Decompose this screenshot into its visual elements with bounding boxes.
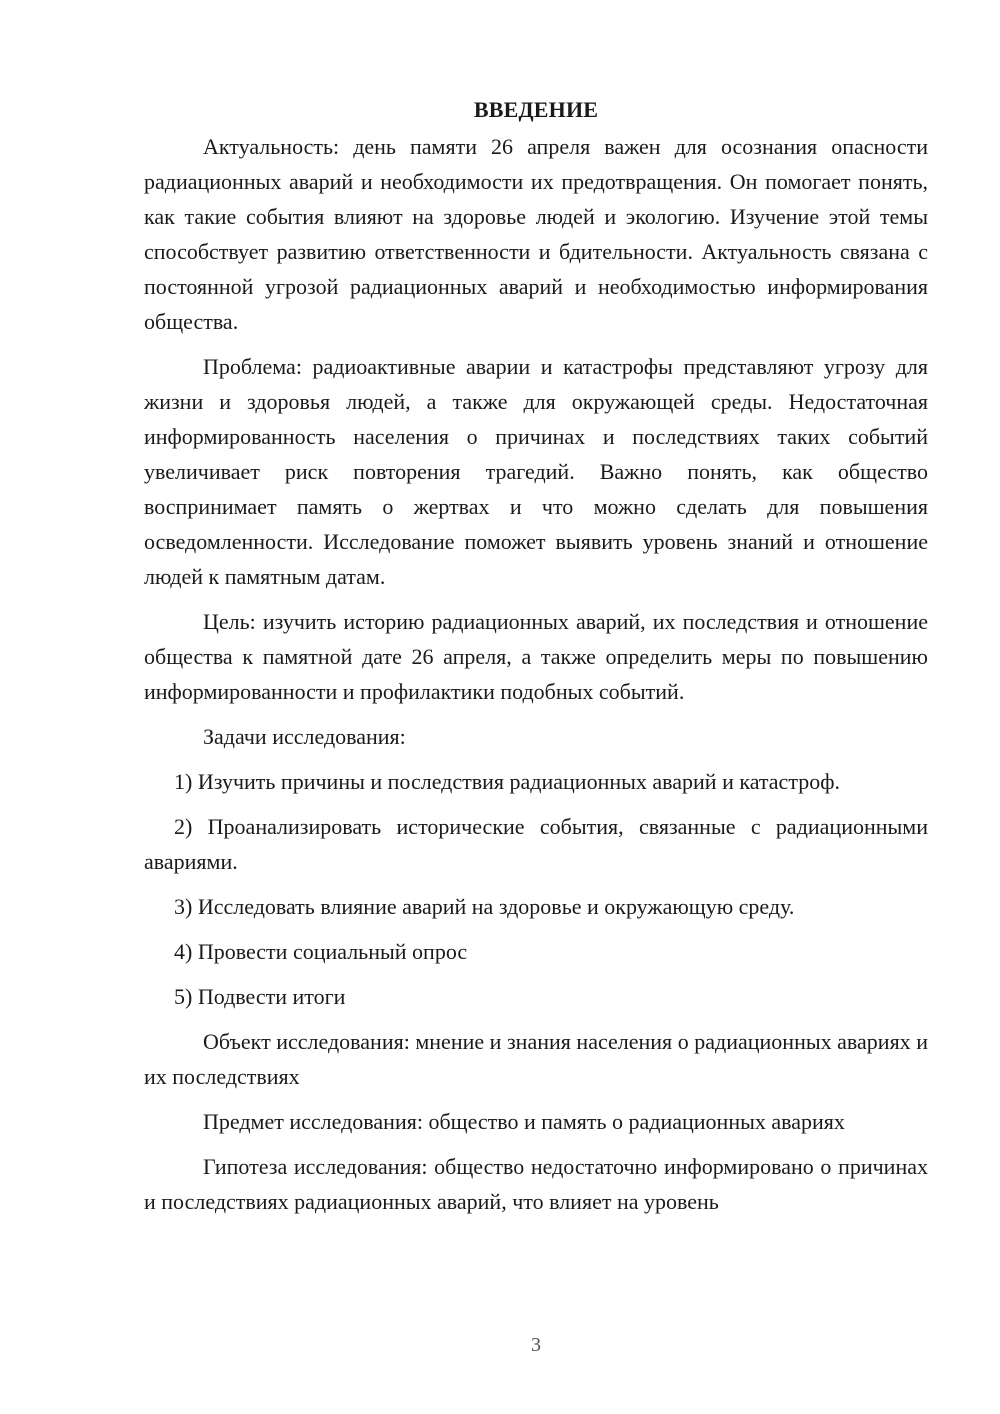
task-item-3: 3) Исследовать влияние аварий на здоровье и окружающую среду. bbox=[174, 894, 795, 919]
object-paragraph: Объект исследования: мнение и знания населения о радиационных авариях и их последствиях bbox=[144, 1029, 928, 1089]
task-item-5: 5) Подвести итоги bbox=[174, 984, 346, 1009]
document-page bbox=[144, 92, 928, 1229]
task-item-4: 4) Провести социальный опрос bbox=[174, 939, 468, 964]
tasks-heading: Задачи исследования: bbox=[203, 724, 406, 749]
relevance-paragraph: Актуальность: день памяти 26 апреля важен для осознания опасности радиационных аварий и необходимости их предотвращения. Он помогает понять, как такие события влияют на здоровье людей и экологию. Изучение этой темы способствует развитию ответственности и бдительности. Актуальность связана с постоянной угрозой радиационных аварий и необходимостью информирования общества. bbox=[144, 134, 928, 334]
hypothesis-paragraph: Гипотеза исследования: общество недостаточно информировано о причинах и последствиях радиационных аварий, что влияет на уровень bbox=[144, 1154, 928, 1214]
task-item-2: 2) Проанализировать исторические события, связанные с радиационными авариями. bbox=[144, 814, 928, 874]
task-item-1: 1) Изучить причины и последствия радиационных аварий и катастроф. bbox=[174, 769, 840, 794]
subject-paragraph: Предмет исследования: общество и память о радиационных авариях bbox=[203, 1109, 845, 1134]
page-number: 3 bbox=[531, 1334, 541, 1356]
section-title: ВВЕДЕНИЕ bbox=[473, 97, 599, 122]
problem-paragraph: Проблема: радиоактивные аварии и катастрофы представляют угрозу для жизни и здоровья людей, а также для окружающей среды. Недостаточная информированность населения о причинах и последствиях таких событий увеличивает риск повторения трагедий. Важно понять, как общество воспринимает память о жертвах и что можно сделать для повышения осведомленности. Исследование поможет выявить уровень знаний и отношение людей к памятным датам. bbox=[144, 354, 928, 589]
goal-paragraph: Цель: изучить историю радиационных аварий, их последствия и отношение общества к памятной дате 26 апреля, а также определить меры по повышению информированности и профилактики подобных событий. bbox=[144, 609, 928, 704]
